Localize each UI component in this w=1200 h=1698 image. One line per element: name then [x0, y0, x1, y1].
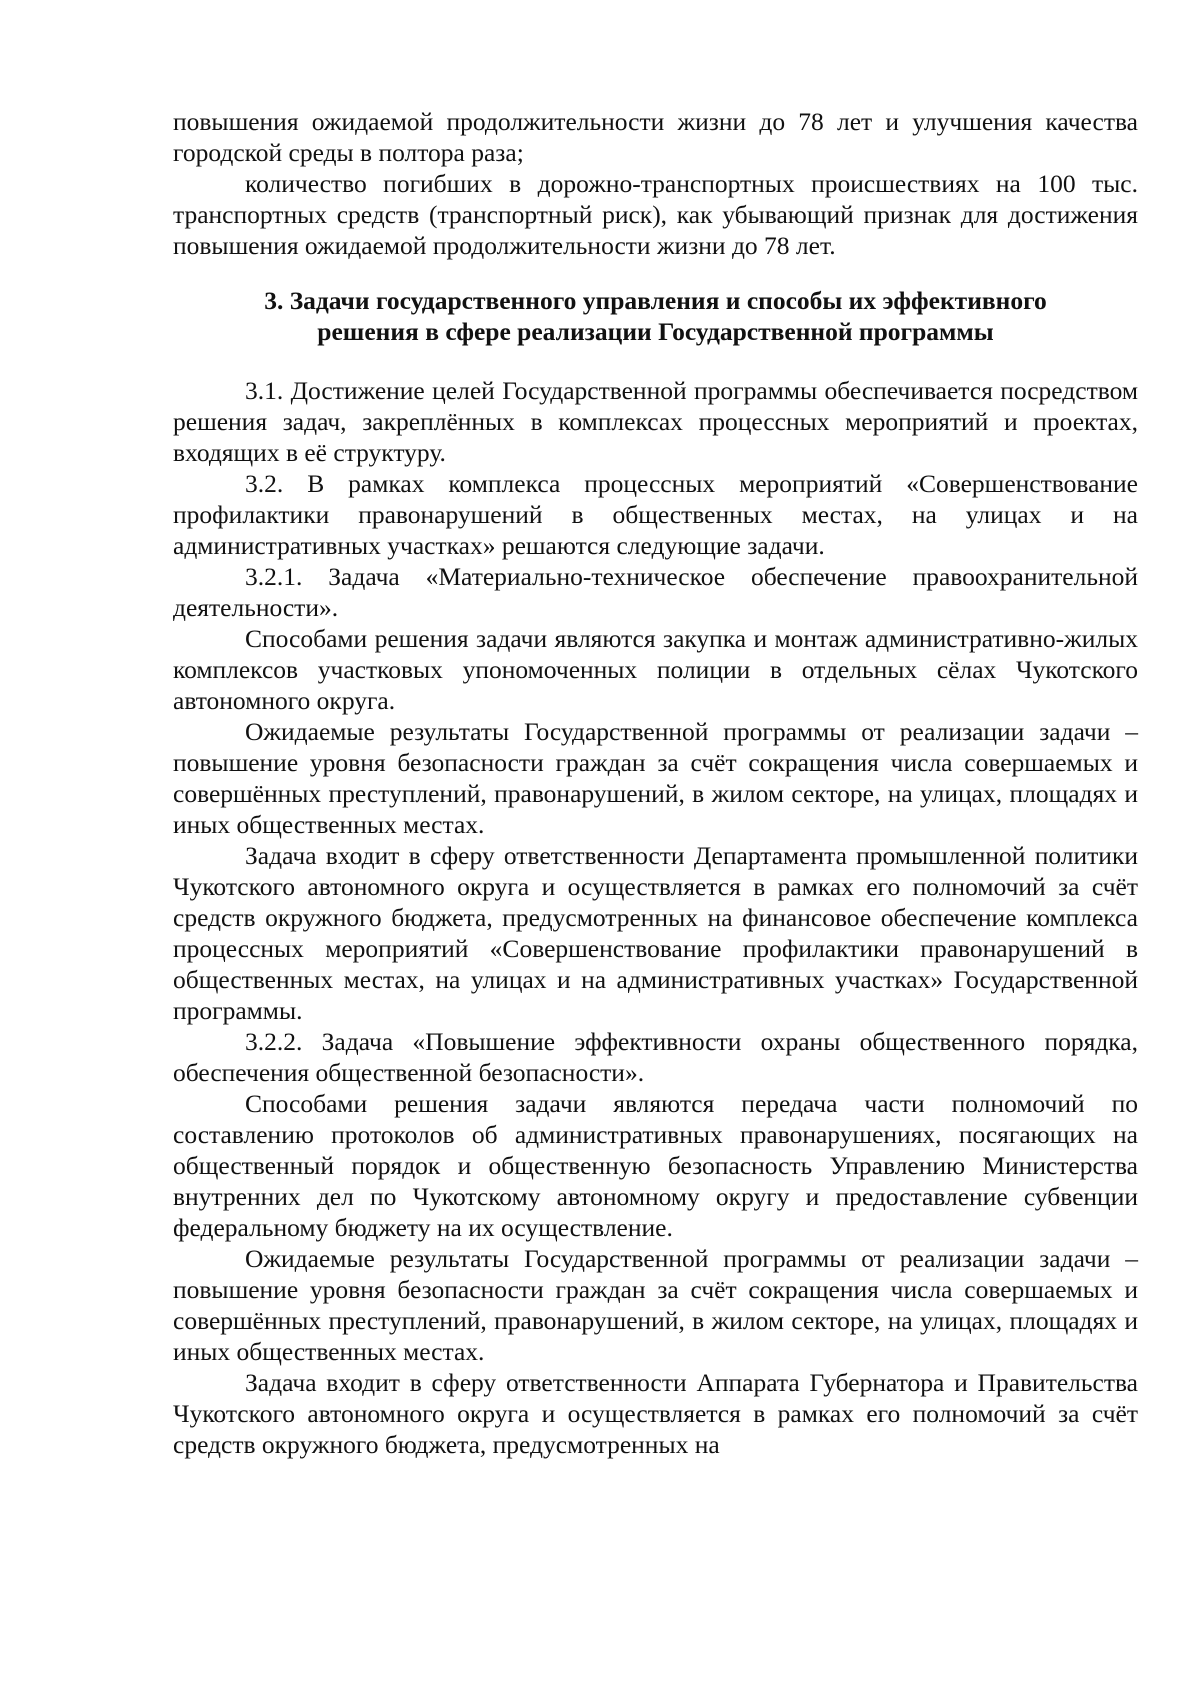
- paragraph: 3.2. В рамках комплекса процессных мероприятий «Совершенствование профилактики правонарушений в общественных местах, на улицах и на административных участках» решаются следующие задачи.: [173, 469, 1138, 560]
- paragraph: количество погибших в дорожно-транспортных происшествиях на 100 тыс. транспортных средств (транспортный риск), как убывающий признак для достижения повышения ожидаемой продолжительности жизни до 78 лет.: [173, 169, 1138, 260]
- paragraph: Задача входит в сферу ответственности Аппарата Губернатора и Правительства Чукотского автономного округа и осуществляется в рамках его полномочий за счёт средств окружного бюджета, предусмотренных на: [173, 1368, 1138, 1459]
- section-heading-line: решения в сфере реализации Государственной программы: [317, 317, 994, 346]
- paragraph: Ожидаемые результаты Государственной программы от реализации задачи – повышение уровня безопасности граждан за счёт сокращения числа совершаемых и совершённых преступлений, правонарушений, в жилом секторе, на улицах, площадях и иных общественных местах.: [173, 717, 1138, 839]
- section-heading-line: 3. Задачи государственного управления и способы их эффективного: [264, 286, 1047, 315]
- paragraph: 3.2.2. Задача «Повышение эффективности охраны общественного порядка, обеспечения общественной безопасности».: [173, 1027, 1138, 1087]
- paragraph: 3.2.1. Задача «Материально-техническое обеспечение правоохранительной деятельности».: [173, 562, 1138, 622]
- paragraph: Способами решения задачи являются закупка и монтаж административно-жилых комплексов участковых упономоченных полиции в отдельных сёлах Чукотского автономного округа.: [173, 624, 1138, 715]
- paragraph: Задача входит в сферу ответственности Департамента промышленной политики Чукотского автономного округа и осуществляется в рамках его полномочий за счёт средств окружного бюджета, предусмотренных на финансовое обеспечение комплекса процессных мероприятий «Совершенствование профилактики правонарушений в общественных местах, на улицах и на административных участках» Государственной программы.: [173, 841, 1138, 1025]
- paragraph: повышения ожидаемой продолжительности жизни до 78 лет и улучшения качества городской среды в полтора раза;: [173, 107, 1138, 167]
- paragraphs-after: [173, 375, 1138, 1460]
- paragraph: Способами решения задачи являются передача части полномочий по составлению протоколов об административных правонарушениях, посягающих на общественный порядок и общественную безопасность Управлению Министерства внутренних дел по Чукотскому автономному округу и предоставление субвенции федеральному бюджету на их осуществление.: [173, 1089, 1138, 1242]
- document-page: [173, 106, 1138, 1460]
- paragraph: 3.1. Достижение целей Государственной программы обеспечивается посредством решения задач, закреплённых в комплексах процессных мероприятий и проектах, входящих в её структуру.: [173, 376, 1138, 467]
- section-heading: [173, 285, 1138, 347]
- paragraphs-before: [173, 106, 1138, 261]
- paragraph: Ожидаемые результаты Государственной программы от реализации задачи – повышение уровня безопасности граждан за счёт сокращения числа совершаемых и совершённых преступлений, правонарушений, в жилом секторе, на улицах, площадях и иных общественных местах.: [173, 1244, 1138, 1366]
